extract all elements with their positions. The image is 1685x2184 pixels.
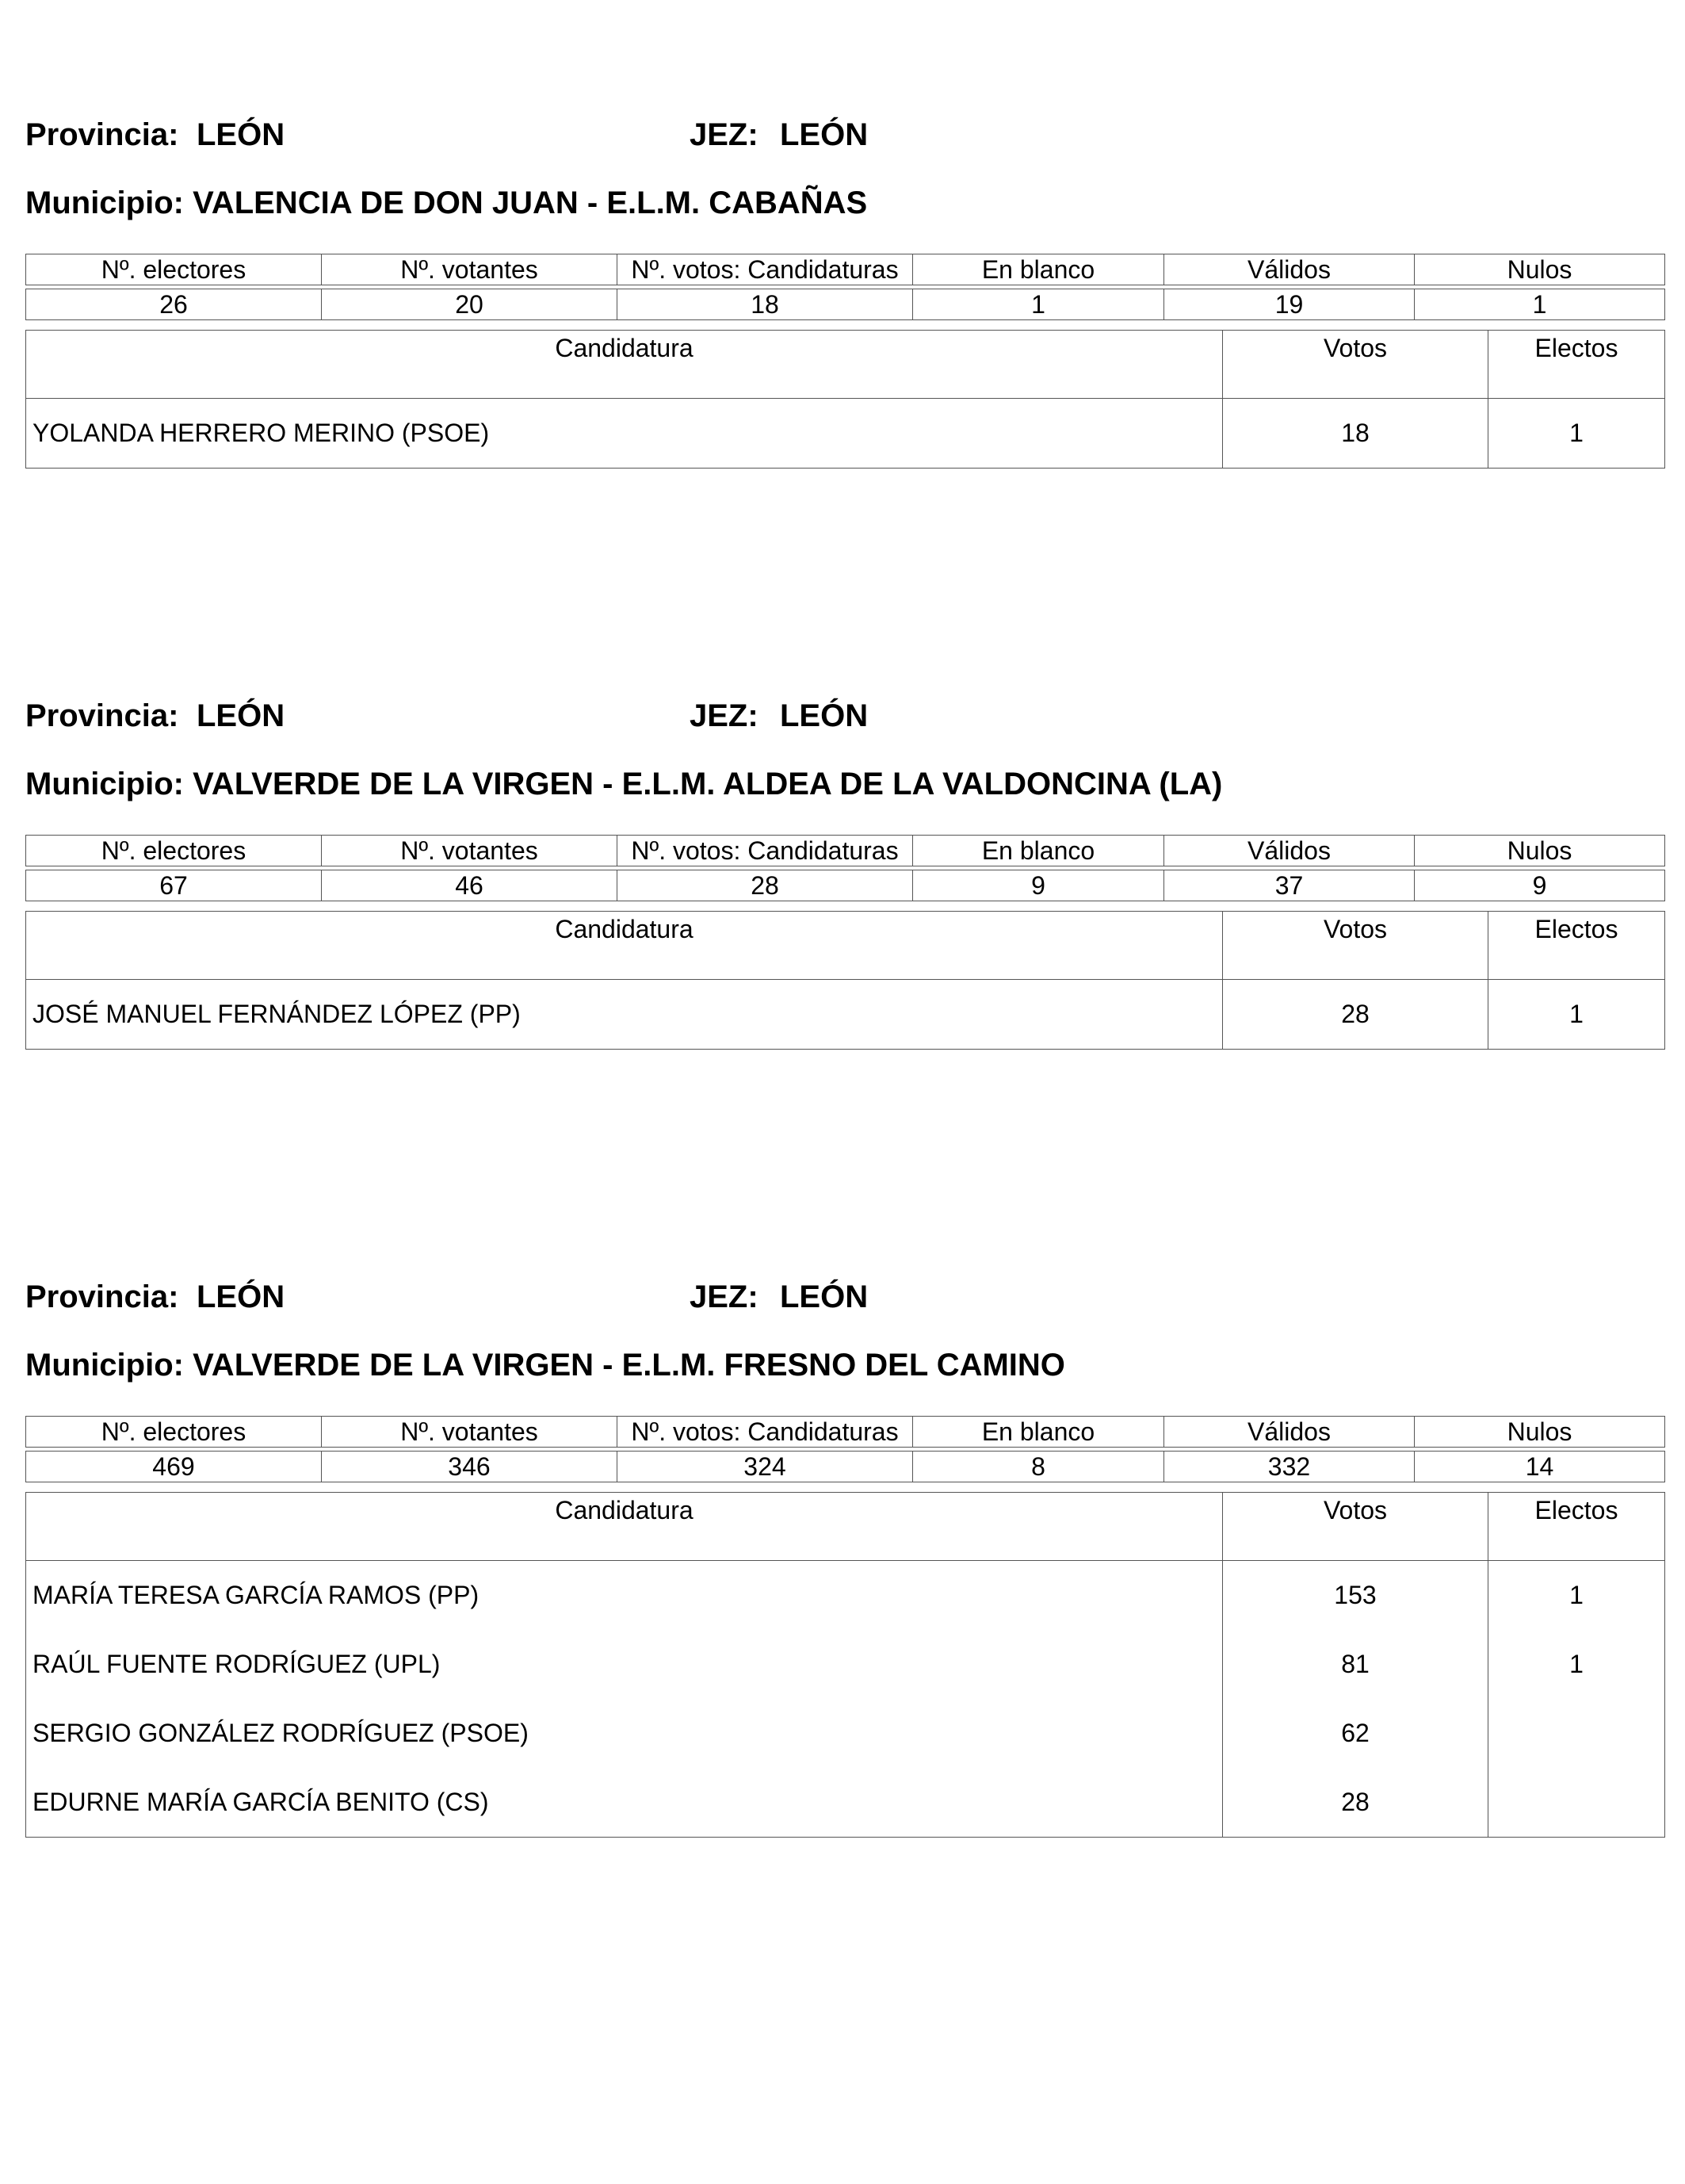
municipio-label: Municipio: <box>25 186 184 220</box>
summary-header-row <box>26 836 1665 866</box>
candidates-header-row <box>26 331 1665 399</box>
candidate-name: EDURNE MARÍA GARCÍA BENITO (CS) <box>26 1768 1223 1838</box>
summary-table <box>25 835 1665 901</box>
summary-table <box>25 1416 1665 1482</box>
summary-header-cell: Válidos <box>1164 836 1415 866</box>
candidate-electos <box>1488 1699 1665 1768</box>
summary-value-cell: 1 <box>913 289 1164 320</box>
summary-value-cell: 324 <box>617 1452 913 1482</box>
summary-value-cell: 20 <box>322 289 617 320</box>
municipio-title <box>25 767 1664 802</box>
summary-header-cell: Nulos <box>1415 254 1665 285</box>
summary-value-cell: 18 <box>617 289 913 320</box>
electos-header: Electos <box>1488 1493 1665 1561</box>
summary-header-cell: Válidos <box>1164 1417 1415 1448</box>
summary-value-row <box>26 870 1665 901</box>
candidatura-header: Candidatura <box>26 331 1223 399</box>
candidate-electos <box>1488 1768 1665 1838</box>
summary-value-cell: 1 <box>1415 289 1665 320</box>
summary-header-cell: En blanco <box>913 836 1164 866</box>
candidate-name: MARÍA TERESA GARCÍA RAMOS (PP) <box>26 1561 1223 1631</box>
municipio-label: Municipio: <box>25 767 184 801</box>
candidate-name: SERGIO GONZÁLEZ RODRÍGUEZ (PSOE) <box>26 1699 1223 1768</box>
summary-header-cell: En blanco <box>913 1417 1164 1448</box>
table-row <box>26 1630 1665 1699</box>
municipio-value: VALVERDE DE LA VIRGEN - E.L.M. FRESNO DEL CAMINO <box>193 1348 1065 1383</box>
candidate-votos: 153 <box>1223 1561 1488 1631</box>
candidate-electos: 1 <box>1488 980 1665 1050</box>
table-row <box>26 1768 1665 1838</box>
candidate-votos: 18 <box>1223 399 1488 469</box>
jez-label: JEZ: <box>690 698 758 733</box>
summary-header-cell: Nulos <box>1415 1417 1665 1448</box>
jez-label: JEZ: <box>690 1279 758 1314</box>
summary-value-cell: 14 <box>1415 1452 1665 1482</box>
summary-header-cell: Nº. electores <box>26 254 322 285</box>
electos-header: Electos <box>1488 331 1665 399</box>
summary-header-row <box>26 254 1665 285</box>
votos-header: Votos <box>1223 912 1488 980</box>
header-row <box>25 111 1664 159</box>
votos-header: Votos <box>1223 331 1488 399</box>
summary-value-cell: 67 <box>26 870 322 901</box>
header-row <box>25 692 1664 740</box>
summary-value-cell: 46 <box>322 870 617 901</box>
summary-header-cell: Nulos <box>1415 836 1665 866</box>
summary-value-cell: 37 <box>1164 870 1415 901</box>
summary-value-cell: 26 <box>26 289 322 320</box>
summary-header-cell: Nº. votantes <box>322 254 617 285</box>
summary-header-row <box>26 1417 1665 1448</box>
candidates-header-row <box>26 912 1665 980</box>
candidatura-header: Candidatura <box>26 1493 1223 1561</box>
provincia-value: LEÓN <box>197 117 285 152</box>
summary-value-cell: 19 <box>1164 289 1415 320</box>
provincia-value: LEÓN <box>197 1279 285 1314</box>
provincia-label: Provincia: <box>25 117 179 152</box>
candidate-votos: 28 <box>1223 980 1488 1050</box>
municipality-section <box>25 1273 1664 1876</box>
summary-header-cell: Nº. electores <box>26 836 322 866</box>
summary-table <box>25 254 1665 320</box>
table-row <box>26 399 1665 469</box>
candidates-table <box>25 911 1665 1050</box>
summary-value-cell: 346 <box>322 1452 617 1482</box>
jez-value: LEÓN <box>780 117 869 152</box>
municipio-label: Municipio: <box>25 1348 184 1383</box>
candidate-electos: 1 <box>1488 399 1665 469</box>
municipio-title <box>25 186 1664 221</box>
candidates-table <box>25 330 1665 469</box>
candidate-name: RAÚL FUENTE RODRÍGUEZ (UPL) <box>26 1630 1223 1699</box>
summary-header-cell: Nº. votos: Candidaturas <box>617 254 913 285</box>
candidate-electos: 1 <box>1488 1630 1665 1699</box>
summary-value-cell: 8 <box>913 1452 1164 1482</box>
candidate-votos: 81 <box>1223 1630 1488 1699</box>
summary-header-cell: Nº. electores <box>26 1417 322 1448</box>
summary-header-cell: Nº. votantes <box>322 1417 617 1448</box>
jez-value: LEÓN <box>780 1279 869 1314</box>
municipio-value: VALVERDE DE LA VIRGEN - E.L.M. ALDEA DE LA VALDONCINA (LA) <box>193 767 1223 801</box>
candidate-electos: 1 <box>1488 1561 1665 1631</box>
votos-header: Votos <box>1223 1493 1488 1561</box>
candidate-name: JOSÉ MANUEL FERNÁNDEZ LÓPEZ (PP) <box>26 980 1223 1050</box>
table-row <box>26 1561 1665 1631</box>
municipio-title <box>25 1348 1664 1383</box>
municipality-section <box>25 692 1664 1136</box>
summary-value-row <box>26 289 1665 320</box>
summary-header-cell: Nº. votos: Candidaturas <box>617 1417 913 1448</box>
summary-header-cell: Nº. votos: Candidaturas <box>617 836 913 866</box>
jez-value: LEÓN <box>780 698 869 733</box>
summary-header-cell: Válidos <box>1164 254 1415 285</box>
summary-value-cell: 469 <box>26 1452 322 1482</box>
candidate-name: YOLANDA HERRERO MERINO (PSOE) <box>26 399 1223 469</box>
jez-label: JEZ: <box>690 117 758 152</box>
candidatura-header: Candidatura <box>26 912 1223 980</box>
municipality-section <box>25 111 1664 555</box>
table-row <box>26 980 1665 1050</box>
candidates-table <box>25 1492 1665 1838</box>
table-row <box>26 1699 1665 1768</box>
municipio-value: VALENCIA DE DON JUAN - E.L.M. CABAÑAS <box>193 186 868 220</box>
summary-header-cell: Nº. votantes <box>322 836 617 866</box>
candidate-votos: 28 <box>1223 1768 1488 1838</box>
candidates-header-row <box>26 1493 1665 1561</box>
electos-header: Electos <box>1488 912 1665 980</box>
provincia-value: LEÓN <box>197 698 285 733</box>
provincia-label: Provincia: <box>25 698 179 733</box>
summary-header-cell: En blanco <box>913 254 1164 285</box>
candidate-votos: 62 <box>1223 1699 1488 1768</box>
summary-value-cell: 332 <box>1164 1452 1415 1482</box>
summary-value-cell: 9 <box>1415 870 1665 901</box>
summary-value-row <box>26 1452 1665 1482</box>
summary-value-cell: 9 <box>913 870 1164 901</box>
header-row <box>25 1273 1664 1321</box>
summary-value-cell: 28 <box>617 870 913 901</box>
provincia-label: Provincia: <box>25 1279 179 1314</box>
